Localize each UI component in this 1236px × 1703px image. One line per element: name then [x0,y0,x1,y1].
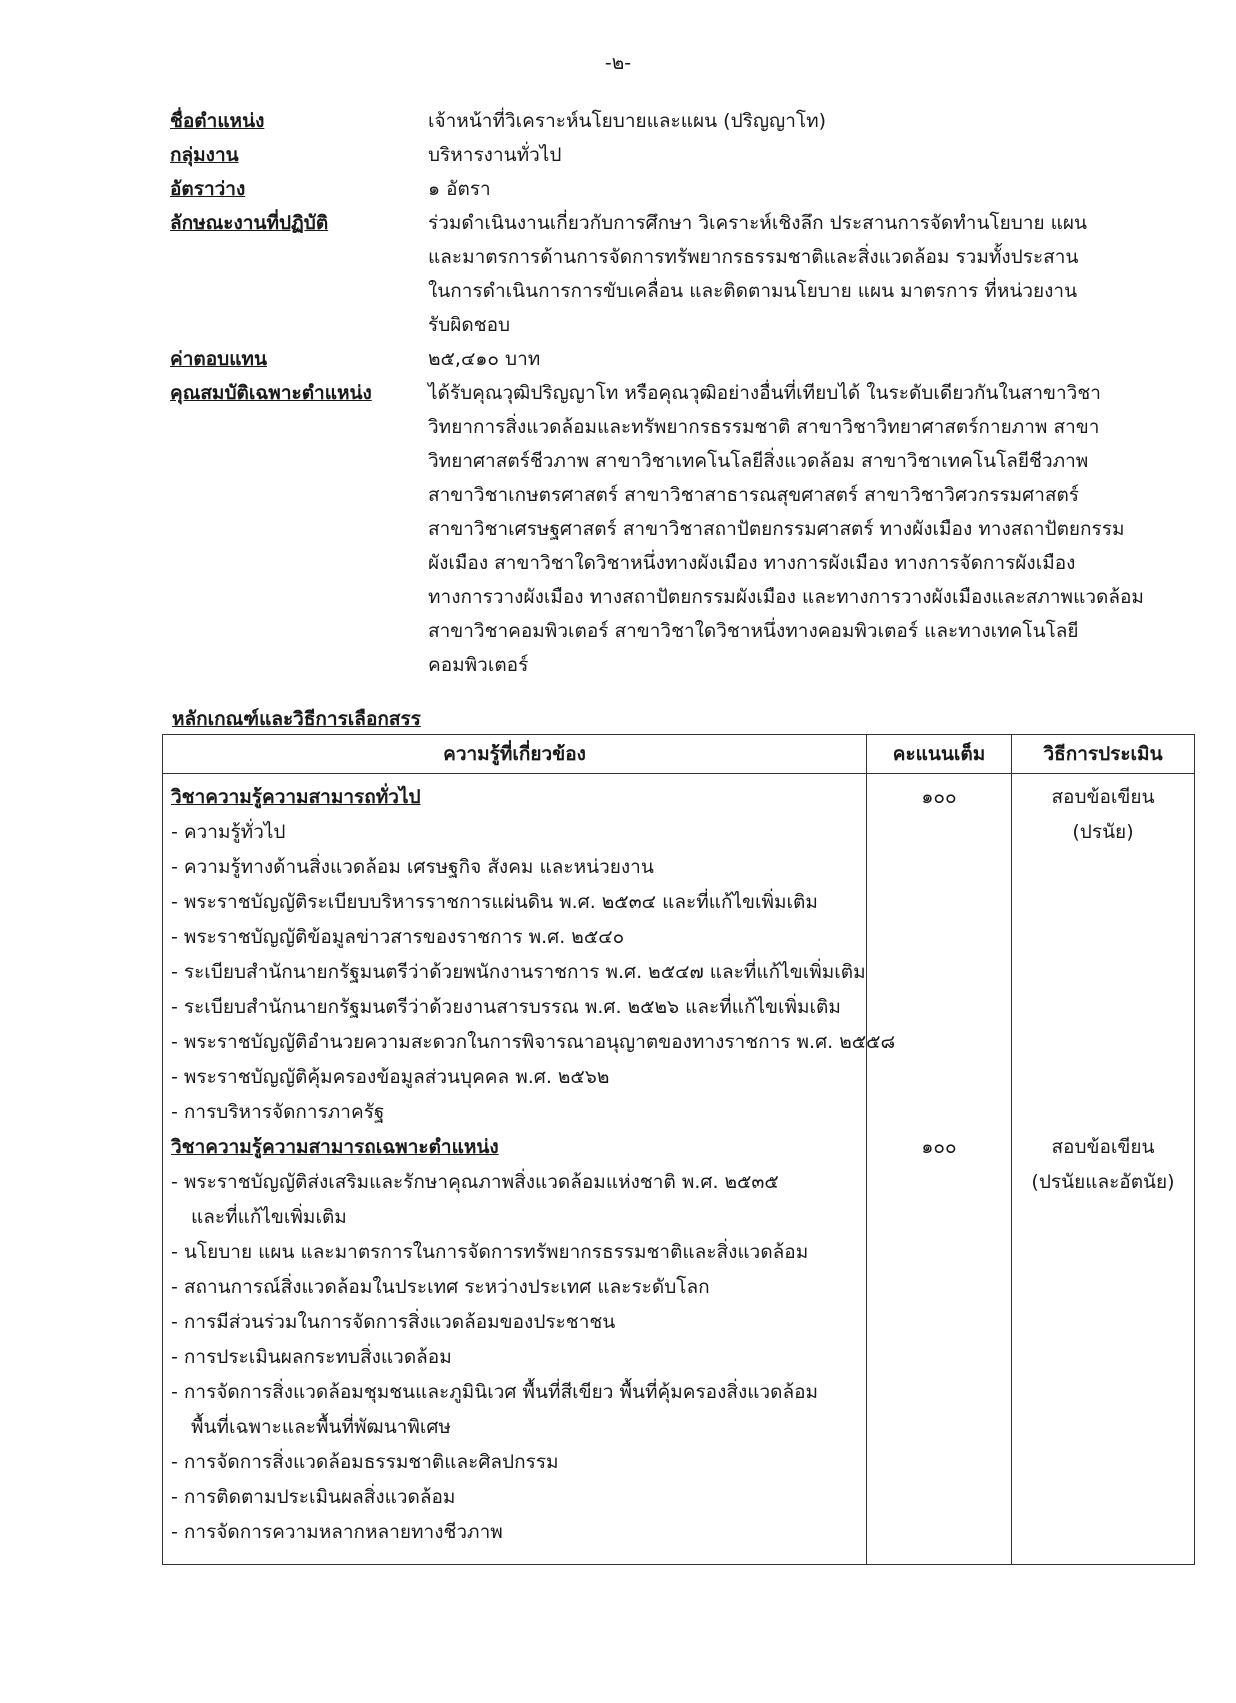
qualification-line: วิทยาการสิ่งแวดล้อมและทรัพยากรธรรมชาติ สาขาวิชาวิทยาศาสตร์กายภาพ สาขา [428,416,1100,438]
duties-line: และมาตรการด้านการจัดการทรัพยากรธรรมชาติและสิ่งแวดล้อม รวมทั้งประสาน [428,246,1079,268]
qualification-line: สาขาวิชาคอมพิวเตอร์ สาขาวิชาใดวิชาหนึ่งทางคอมพิวเตอร์ และทางเทคโนโลยี [428,620,1079,642]
list-item: - สถานการณ์สิ่งแวดล้อมในประเทศ ระหว่างประเทศ และระดับโลก [171,1276,710,1298]
selection-criteria-heading: หลักเกณฑ์และวิธีการเลือกสรร [172,708,421,730]
specific-method: สอบข้อเขียน [1051,1136,1155,1158]
qualification-row [170,376,1144,682]
vacancy-value: ๑ อัตรา [428,178,491,200]
qualification-value [428,376,1144,682]
table-row [163,774,1195,1565]
knowledge-cell [163,774,896,1565]
general-method: สอบข้อเขียน [1051,786,1155,808]
vacancy-label: อัตราว่าง [170,178,246,200]
position-title-value: เจ้าหน้าที่วิเคราะห์นโยบายและแผน (ปริญญาโท) [428,110,827,132]
page-number: -๒- [604,52,632,74]
header-full-score: คะแนนเต็ม [867,735,1012,774]
general-subject-title: วิชาความรู้ความสามารถทั่วไป [171,786,421,808]
qualification-line: วิทยาศาสตร์ชีวภาพ สาขาวิชาเทคโนโลยีสิ่งแวดล้อม สาขาวิชาเทคโนโลยีชีวภาพ [428,450,1089,472]
vacancy-row [170,172,1130,206]
job-group-label: กลุ่มงาน [170,144,239,166]
job-group-row [170,138,1130,172]
duties-line: ร่วมดำเนินงานเกี่ยวกับการศึกษา วิเคราะห์เชิงลึก ประสานการจัดทำนโยบาย แผน [428,212,1088,234]
header-assessment-method: วิธีการประเมิน [1012,735,1195,774]
list-item: - ระเบียบสำนักนายกรัฐมนตรีว่าด้วยพนักงานราชการ พ.ศ. ๒๕๔๗ และที่แก้ไขเพิ่มเติม [171,961,866,983]
duties-line: ในการดำเนินการการขับเคลื่อน และติดตามนโยบาย แผน มาตรการ ที่หน่วยงาน [428,280,1078,302]
specific-method-type: (ปรนัยและอัตนัย) [1031,1171,1175,1193]
salary-row [170,342,1130,376]
general-score: ๑๐๐ [921,786,957,808]
duties-label: ลักษณะงานที่ปฏิบัติ [170,212,329,234]
general-method-type: (ปรนัย) [1072,821,1134,843]
qualification-label: คุณสมบัติเฉพาะตำแหน่ง [170,382,372,404]
duties-value [428,206,1130,342]
list-item-continuation: และที่แก้ไขเพิ่มเติม [191,1206,347,1228]
specific-score: ๑๐๐ [921,1136,957,1158]
score-cell [867,774,1012,1565]
qualification-line: ผังเมือง สาขาวิชาใดวิชาหนึ่งทางผังเมือง ทางการผังเมือง ทางการจัดการผังเมือง [428,552,1076,574]
position-info [170,104,1144,682]
table-header-row [163,735,1195,774]
list-item: - พระราชบัญญัติคุ้มครองข้อมูลส่วนบุคคล พ.ศ. ๒๕๖๒ [171,1066,610,1088]
position-title-row [170,104,1130,138]
duties-row [170,206,1130,342]
duties-line: รับผิดชอบ [428,314,511,336]
list-item: - พระราชบัญญัติส่งเสริมและรักษาคุณภาพสิ่งแวดล้อมแห่งชาติ พ.ศ. ๒๕๓๕ [171,1171,779,1193]
position-title-label: ชื่อตำแหน่ง [170,110,265,132]
method-cell [1012,774,1195,1565]
method-spacer [1020,850,1186,1130]
list-item: - พระราชบัญญัติระเบียบบริหารราชการแผ่นดิน พ.ศ. ๒๕๓๔ และที่แก้ไขเพิ่มเติม [171,891,818,913]
job-group-value: บริหารงานทั่วไป [428,144,562,166]
salary-value: ๒๕,๔๑๐ บาท [428,348,541,370]
list-item: - นโยบาย แผน และมาตรการในการจัดการทรัพยากรธรรมชาติและสิ่งแวดล้อม [171,1241,809,1263]
list-item: - การบริหารจัดการภาครัฐ [171,1101,385,1123]
list-item: - การจัดการสิ่งแวดล้อมชุมชนและภูมินิเวศ พื้นที่สีเขียว พื้นที่คุ้มครองสิ่งแวดล้อม [171,1381,819,1403]
list-item: - การติดตามประเมินผลสิ่งแวดล้อม [171,1486,456,1508]
specific-subject-title: วิชาความรู้ความสามารถเฉพาะตำแหน่ง [171,1136,499,1158]
salary-label: ค่าตอบแทน [170,348,267,370]
list-item: - ความรู้ทั่วไป [171,821,286,843]
qualification-line: ได้รับคุณวุฒิปริญญาโท หรือคุณวุฒิอย่างอื่นที่เทียบได้ ในระดับเดียวกันในสาขาวิชา [428,382,1101,404]
list-item-continuation: พื้นที่เฉพาะและพื้นที่พัฒนาพิเศษ [191,1416,451,1438]
list-item: - ความรู้ทางด้านสิ่งแวดล้อม เศรษฐกิจ สังคม และหน่วยงาน [171,856,654,878]
qualification-line: สาขาวิชาเกษตรศาสตร์ สาขาวิชาสาธารณสุขศาสตร์ สาขาวิชาวิศวกรรมศาสตร์ [428,484,1080,506]
qualification-line: สาขาวิชาเศรษฐศาสตร์ สาขาวิชาสถาปัตยกรรมศาสตร์ ทางผังเมือง ทางสถาปัตยกรรม [428,518,1125,540]
list-item: - พระราชบัญญัติอำนวยความสะดวกในการพิจารณาอนุญาตของทางราชการ พ.ศ. ๒๕๕๘ [171,1031,896,1053]
qualification-line: ทางการวางผังเมือง ทางสถาปัตยกรรมผังเมือง และทางการวางผังเมืองและสภาพแวดล้อม [428,586,1144,608]
selection-criteria-table [162,734,1195,1565]
list-item: - พระราชบัญญัติข้อมูลข่าวสารของราชการ พ.ศ. ๒๕๔๐ [171,926,625,948]
score-spacer [875,815,1003,1130]
qualification-line: คอมพิวเตอร์ [428,654,529,676]
list-item: - การมีส่วนร่วมในการจัดการสิ่งแวดล้อมของประชาชน [171,1311,616,1333]
list-item: - การจัดการความหลากหลายทางชีวภาพ [171,1521,503,1543]
list-item: - การจัดการสิ่งแวดล้อมธรรมชาติและศิลปกรรม [171,1451,559,1473]
list-item: - การประเมินผลกระทบสิ่งแวดล้อม [171,1346,452,1368]
header-knowledge: ความรู้ที่เกี่ยวข้อง [163,735,867,774]
list-item: - ระเบียบสำนักนายกรัฐมนตรีว่าด้วยงานสารบรรณ พ.ศ. ๒๕๒๖ และที่แก้ไขเพิ่มเติม [171,996,841,1018]
